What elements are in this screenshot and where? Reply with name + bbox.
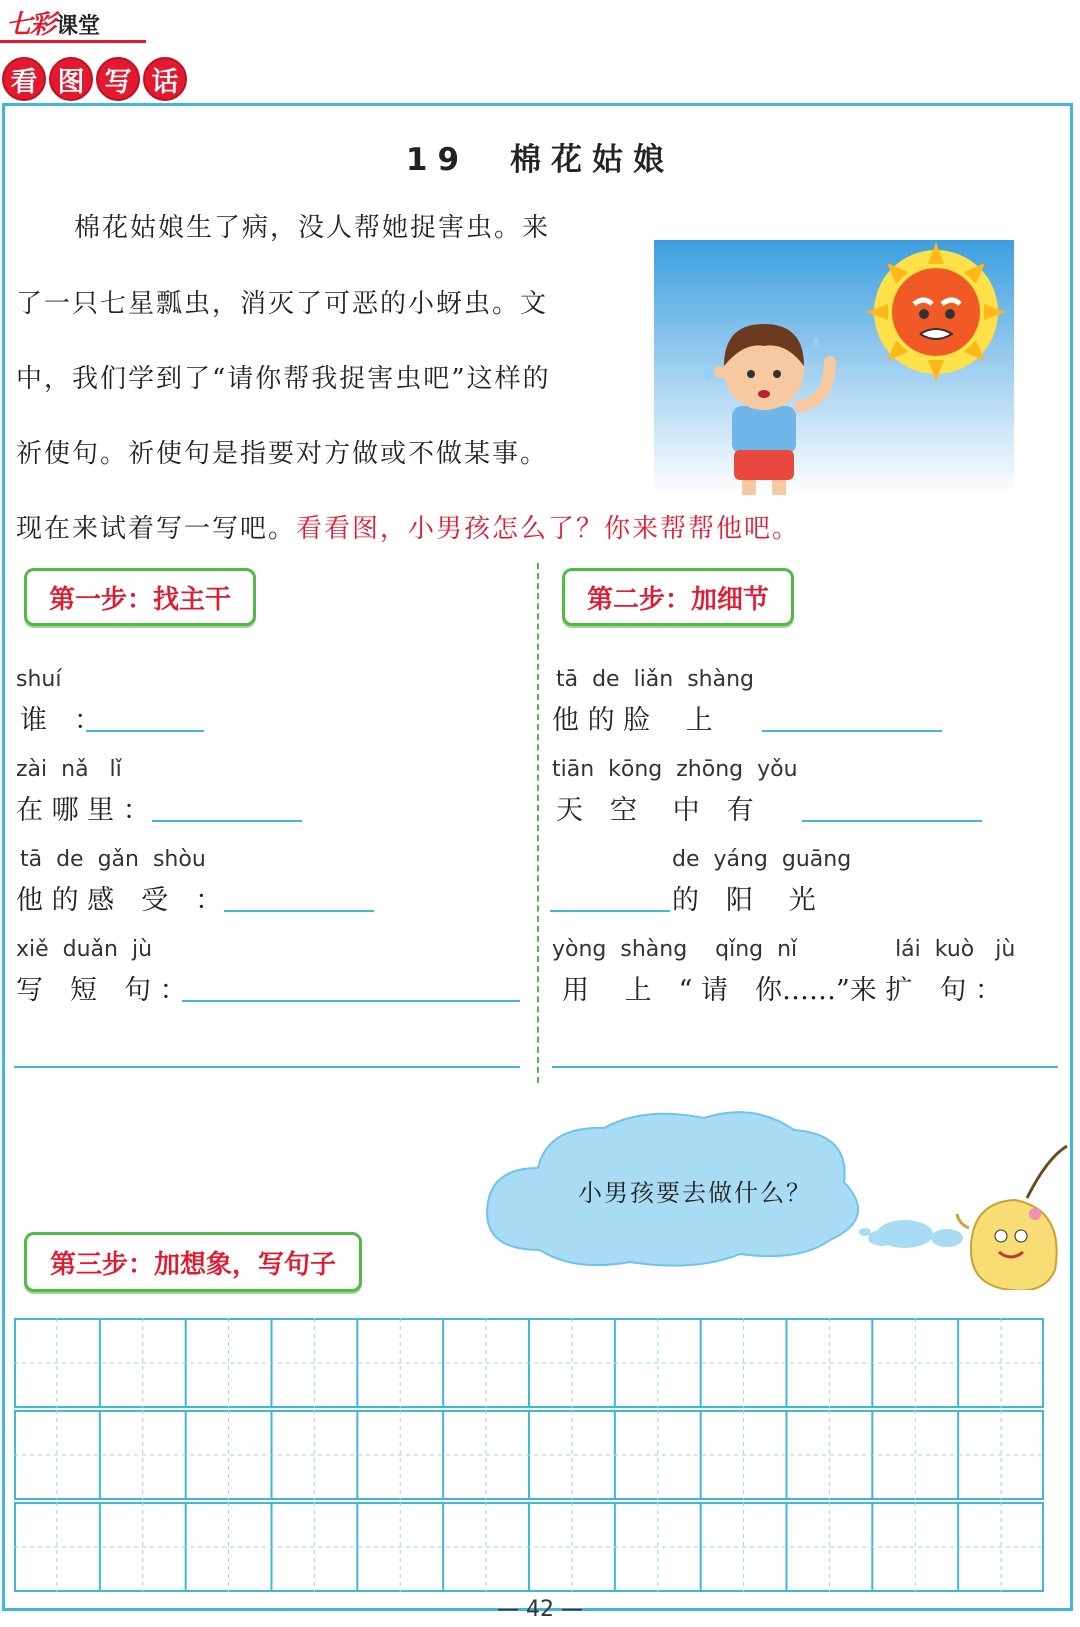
hanzi-prompt: 写 短 句 ：: [16, 975, 187, 1006]
step1-label: 第一步：找主干: [24, 568, 256, 626]
writing-grid-row[interactable]: [14, 1318, 1044, 1408]
pinyin: shuí: [16, 667, 62, 692]
pinyin: yòng shàng qǐng nǐ lái kuò jù: [552, 937, 1016, 962]
answer-blank-feeling[interactable]: [224, 910, 374, 912]
cotton-seed-mascot: [955, 1140, 1073, 1290]
brand-logo: [6, 4, 100, 38]
step2-label: 第二步：加细节: [562, 568, 794, 626]
answer-blank-expand-sentence[interactable]: [552, 1066, 1058, 1068]
lesson-title: 19 棉花姑娘: [405, 142, 675, 178]
answer-blank-who[interactable]: [86, 730, 204, 732]
brand-underline: [0, 40, 146, 43]
writing-grid-row[interactable]: [14, 1410, 1044, 1500]
section-badge: 看: [2, 57, 46, 101]
pinyin: tā de liǎn shàng: [556, 667, 755, 692]
paragraph-last-line: [16, 508, 800, 545]
pinyin: tiān kōng zhōng yǒu: [552, 757, 798, 782]
bubble-question: 小男孩要去做什么？: [578, 1179, 812, 1207]
instruction-text: 现在来试着写一写吧。: [16, 514, 297, 544]
paragraph-line: 中，我们学到了“请你帮我捉害虫吧”这样的: [16, 364, 551, 394]
paragraph-line: 祈使句。祈使句是指要对方做或不做某事。: [16, 439, 549, 469]
hanzi-prompt: 他 的 感 受 ：: [16, 885, 223, 916]
instruction-question: 看看图，小男孩怎么了？你来帮帮他吧。: [296, 514, 801, 544]
hanzi-prompt: 用 上 “ 请 你……”来 扩 句 ：: [562, 975, 1002, 1006]
brand-suffix: 课堂: [56, 14, 101, 39]
paragraph-line: 了一只七星瓢虫，消灭了可恶的小蚜虫。文: [16, 289, 549, 319]
pinyin: zài nǎ lǐ: [16, 757, 122, 782]
answer-blank-sky[interactable]: [802, 820, 982, 822]
page-number: — 42 —: [497, 1597, 583, 1622]
thought-bubble-dots: [875, 1212, 965, 1252]
hanzi-prompt: 天 空 中 有: [556, 795, 754, 826]
pinyin: tā de gǎn shòu: [20, 847, 206, 872]
answer-blank-sunlight[interactable]: [550, 910, 670, 912]
answer-blank-short-sentence-line2[interactable]: [14, 1066, 520, 1068]
section-badges: [2, 57, 187, 101]
sweating-boy-sun-illustration: [654, 240, 1014, 495]
hanzi-prompt: 谁 ：: [20, 705, 101, 736]
pinyin: xiě duǎn jù: [16, 937, 153, 962]
answer-blank-short-sentence[interactable]: [182, 1000, 520, 1002]
hanzi-prompt: 在 哪 里 ：: [16, 795, 150, 826]
pinyin: de yáng guāng: [672, 847, 852, 872]
paragraph-line: 棉花姑娘生了病，没人帮她捉害虫。来: [74, 213, 551, 243]
section-badge: 写: [96, 57, 140, 101]
column-divider: [537, 563, 539, 1083]
section-badge: 图: [49, 57, 93, 101]
hanzi-prompt: 的 阳 光: [672, 885, 816, 916]
section-badge: 话: [143, 57, 187, 101]
writing-grid-row[interactable]: [14, 1502, 1044, 1592]
step3-label: 第三步：加想象，写句子: [24, 1232, 362, 1292]
hanzi-prompt: 他 的 脸 上: [552, 705, 713, 736]
brand-name: 七彩: [6, 10, 55, 40]
answer-blank-where[interactable]: [152, 820, 302, 822]
answer-blank-face[interactable]: [762, 730, 942, 732]
